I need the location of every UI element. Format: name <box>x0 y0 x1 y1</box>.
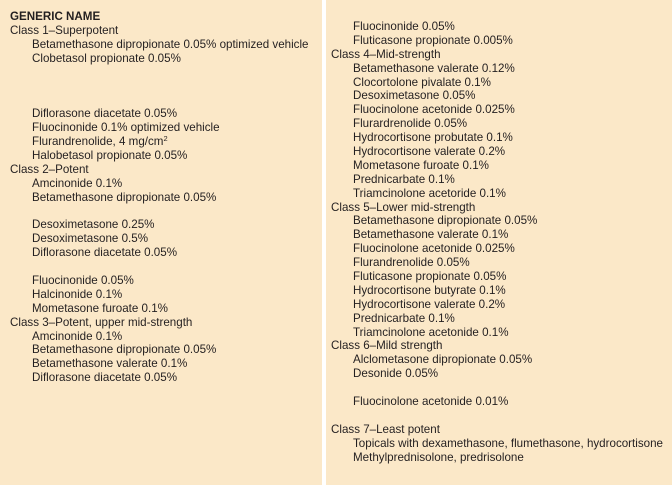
list-item: Prednicarbate 0.1% <box>353 172 455 186</box>
list-item <box>10 135 322 149</box>
list-item: Triamcinolone acetoride 0.1% <box>353 186 506 200</box>
class-2-title: Class 2–Potent <box>10 162 89 176</box>
list-item: Mometasone furoate 0.1% <box>32 301 168 315</box>
list-item: Fluticasone propionate 0.005% <box>353 33 513 47</box>
class-3-title: Class 3–Potent, upper mid-strength <box>10 315 193 329</box>
list-item: Desoximetasone 0.25% <box>32 218 155 232</box>
class-1-title: Class 1–Superpotent <box>10 23 119 37</box>
spacer <box>331 381 672 395</box>
list-item: Hydrocortisone valerate 0.2% <box>353 297 506 311</box>
left-column <box>0 0 322 485</box>
list-item: Clocortolone pivalate 0.1% <box>353 75 491 89</box>
class-5-title: Class 5–Lower mid-strength <box>331 200 476 214</box>
list-item: Betamethasone dipropionate 0.05% <box>32 343 217 357</box>
list-item: Desoximetasone 0.5% <box>32 232 148 246</box>
list-item: Betamethasone dipropionate 0.05% <box>353 214 538 228</box>
list-item: Triamcinolone acetonide 0.1% <box>353 325 509 339</box>
list-item: Betamethasone dipropionate 0.05% <box>32 190 217 204</box>
right-column <box>326 0 672 485</box>
list-item: Fluocinolone acetonide 0.01% <box>353 395 509 409</box>
list-item: Flurandrenolide 0.05% <box>353 256 470 270</box>
list-item: Desoximetasone 0.05% <box>353 89 476 103</box>
superscript: 2 <box>163 134 168 144</box>
class-6-title: Class 6–Mild strength <box>331 339 443 353</box>
list-item: Methylprednisolone, predrisolone <box>353 450 524 464</box>
list-item: Hydrocortisone probutate 0.1% <box>353 131 513 145</box>
list-item: Prednicarbate 0.1% <box>353 311 455 325</box>
list-item: Alclometasone dipropionate 0.05% <box>353 353 533 367</box>
list-item: Fluticasone propionate 0.05% <box>353 270 507 284</box>
list-item: Betamethasone valerate 0.1% <box>32 357 188 371</box>
list-item: Halcinonide 0.1% <box>32 287 123 301</box>
class-4-title: Class 4–Mid-strength <box>331 47 441 61</box>
list-item: Clobetasol propionate 0.05% <box>32 51 181 65</box>
list-item: Diflorasone diacetate 0.05% <box>32 107 178 121</box>
spacer <box>10 260 322 274</box>
list-item-text: Flurandrenolide, 4 mg/cm <box>32 135 164 149</box>
spacer <box>10 66 322 94</box>
list-item: Desonide 0.05% <box>353 367 439 381</box>
class-7-title: Class 7–Least potent <box>331 422 440 436</box>
list-item: Hydrocortisone butyrate 0.1% <box>353 283 506 297</box>
list-item: Amcinonide 0.1% <box>32 329 123 343</box>
column-heading: GENERIC NAME <box>10 10 101 23</box>
list-item: Fluocinolone acetonide 0.025% <box>353 242 515 256</box>
list-item: Betamethasone valerate 0.1% <box>353 228 509 242</box>
list-item: Hydrocortisone valerate 0.2% <box>353 145 506 159</box>
list-item: Fluocinolone acetonide 0.025% <box>353 103 515 117</box>
list-item: Diflorasone diacetate 0.05% <box>32 246 178 260</box>
list-item: Diflorasone diacetate 0.05% <box>32 371 178 385</box>
list-item: Fluocinonide 0.05% <box>32 273 134 287</box>
spacer <box>10 93 322 107</box>
list-item: Mometasone furoate 0.1% <box>353 158 489 172</box>
spacer <box>10 204 322 218</box>
spacer <box>331 409 672 423</box>
list-item: Amcinonide 0.1% <box>32 176 123 190</box>
list-item: Halobetasol propionate 0.05% <box>32 148 188 162</box>
list-item: Betamethasone valerate 0.12% <box>353 61 515 75</box>
list-item: Fluocinonide 0.1% optimized vehicle <box>32 121 220 135</box>
list-item: Fluocinonide 0.05% <box>353 20 455 33</box>
list-item: Betamethasone dipropionate 0.05% optimized vehicle <box>32 37 309 51</box>
list-item: Topicals with dexamethasone, flumethasone, hydrocortisone <box>353 436 663 450</box>
list-item: Flurardrenolide 0.05% <box>353 117 468 131</box>
